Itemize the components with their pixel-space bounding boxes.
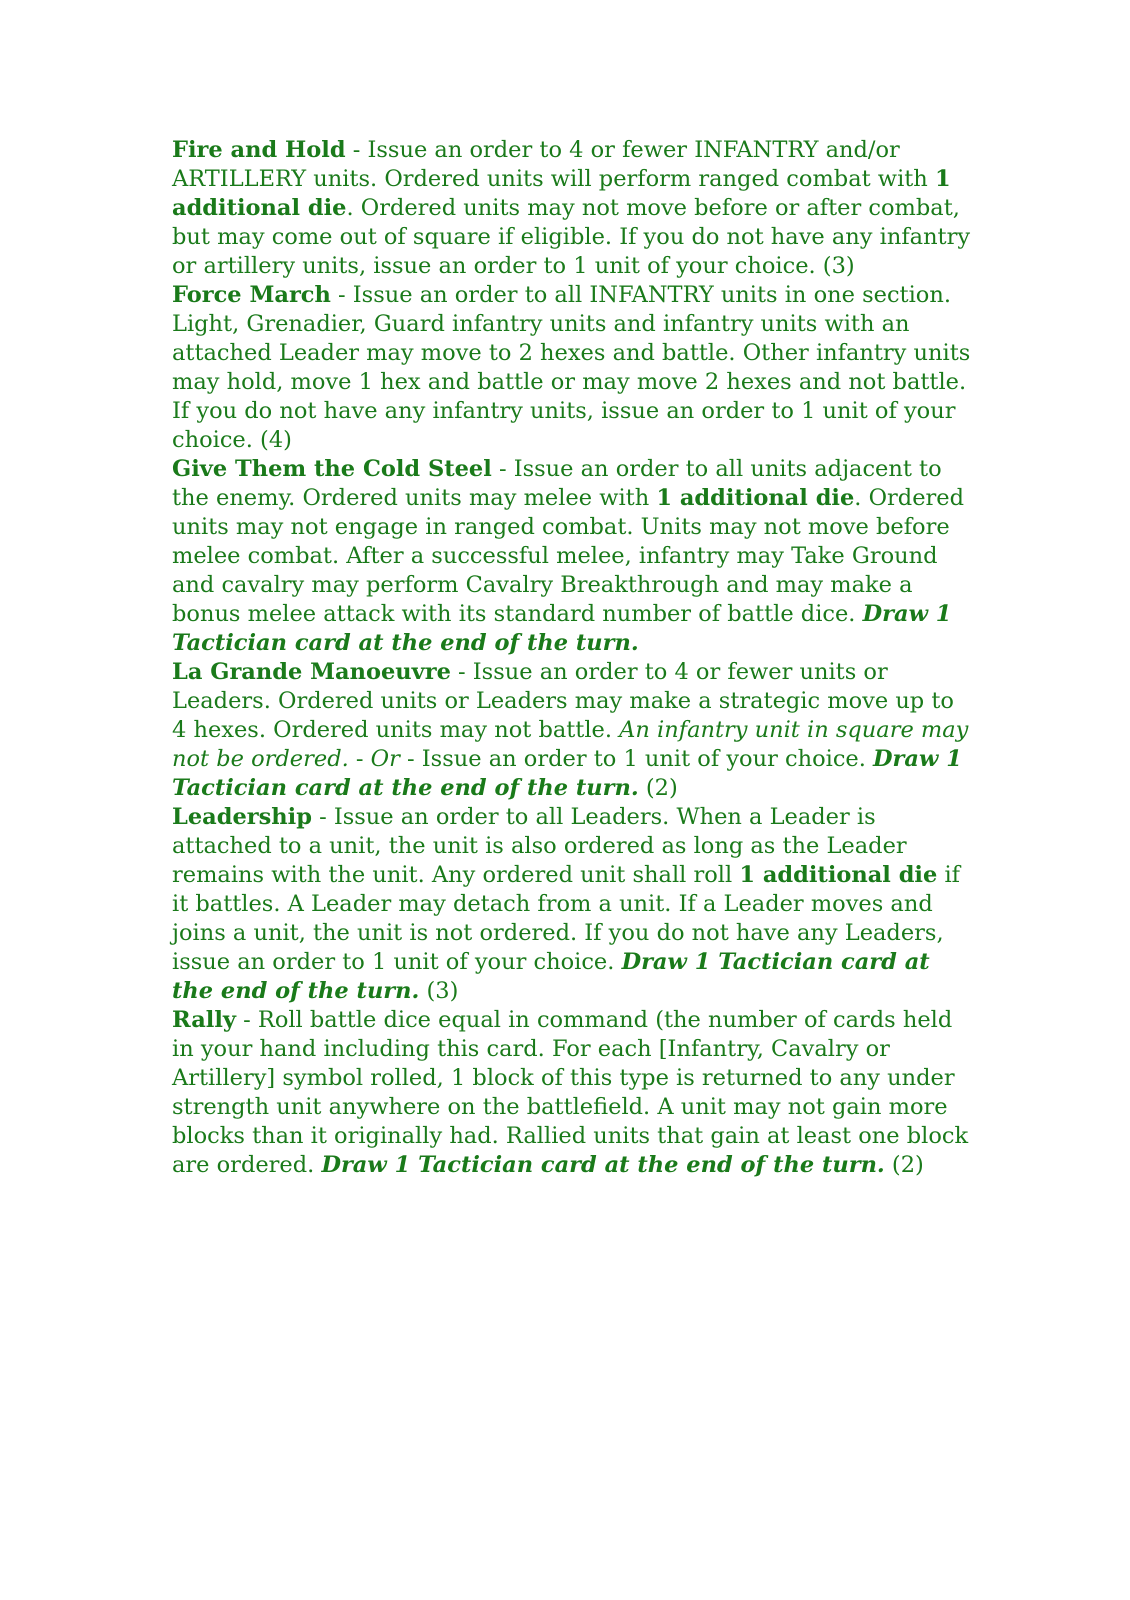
card-separator: - — [348, 746, 371, 772]
card-cost: (3) — [419, 978, 459, 1004]
document-page — [172, 136, 972, 1180]
card-draw-note: Draw 1 Tactician card at the end of the turn. — [172, 746, 962, 801]
card-text: - Issue an order to 4 or fewer INFANTRY and/or ARTILLERY units. Ordered units will perform ranged combat with — [172, 137, 935, 192]
card-title: La Grande Manoeuvre — [172, 659, 451, 685]
card-text: - Issue an order to all INFANTRY units in one section. Light, Grenadier, Guard infantry units and infantry units with an attached Leader may move to 2 hexes and battle. Other infantry units may hold, move 1 hex and battle or may move 2 hexes and not battle. If you do not have any infantry units, issue an order to 1 unit of your choice. (4) — [172, 282, 971, 453]
card-restriction: An infantry unit in square may not be ordered. — [172, 717, 969, 772]
card-bonus: 1 additional die — [739, 862, 938, 888]
card-fire-and-hold — [172, 136, 972, 281]
card-or: Or — [370, 746, 400, 772]
card-text: - Roll battle dice equal in command (the number of cards held in your hand including this card. For each [Infantry, Cavalry or Artillery] symbol rolled, 1 block of this type is returned to any under strength unit anywhere on the battlefield. A unit may not gain more blocks than it originally had. Rallied units that gain at least one block are ordered. — [172, 1007, 969, 1178]
card-title: Give Them the Cold Steel — [172, 456, 492, 482]
card-title: Rally — [172, 1007, 236, 1033]
card-force-march — [172, 281, 972, 455]
card-title: Force March — [172, 282, 331, 308]
card-text: . Ordered units may not move before or after combat, but may come out of square if eligible. If you do not have any infantry or artillery units, issue an order to 1 unit of your choice. (3) — [172, 195, 971, 279]
card-title: Fire and Hold — [172, 137, 346, 163]
card-draw-note: Draw 1 Tactician card at the end of the turn. — [321, 1152, 885, 1178]
card-la-grande-manoeuvre — [172, 658, 972, 803]
card-text: - Issue an order to all units adjacent to the enemy. Ordered units may melee with — [172, 456, 942, 511]
card-cost: (2) — [638, 775, 678, 801]
card-title: Leadership — [172, 804, 312, 830]
card-text: if it battles. A Leader may detach from a unit. If a Leader moves and joins a unit, the unit is not ordered. If you do not have any Leaders, issue an order to 1 unit of your choice. — [172, 862, 960, 975]
card-text: . Ordered units may not engage in ranged combat. Units may not move before melee combat. After a successful melee, infantry may Take Ground and cavalry may perform Cavalry Breakthrough and may make a bonus melee attack with its standard number of battle dice. — [172, 485, 964, 627]
card-rally — [172, 1006, 972, 1180]
card-bonus: 1 additional die — [656, 485, 855, 511]
card-leadership — [172, 803, 972, 1006]
card-separator: - — [399, 746, 422, 772]
card-draw-note: Draw 1 Tactician card at the end of the turn. — [172, 949, 930, 1004]
card-text: - Issue an order to all Leaders. When a Leader is attached to a unit, the unit is also ordered as long as the Leader remains with the unit. Any ordered unit shall roll — [172, 804, 907, 888]
card-cost: (2) — [884, 1152, 924, 1178]
card-text: Issue an order to 1 unit of your choice. — [421, 746, 874, 772]
card-draw-note: Draw 1 Tactician card at the end of the turn. — [172, 601, 952, 656]
card-bonus: 1 additional die — [172, 166, 951, 221]
card-give-them-the-cold-steel — [172, 455, 972, 658]
card-text: - Issue an order to 4 or fewer units or Leaders. Ordered units or Leaders may make a strategic move up to 4 hexes. Ordered units may not battle. — [172, 659, 954, 743]
